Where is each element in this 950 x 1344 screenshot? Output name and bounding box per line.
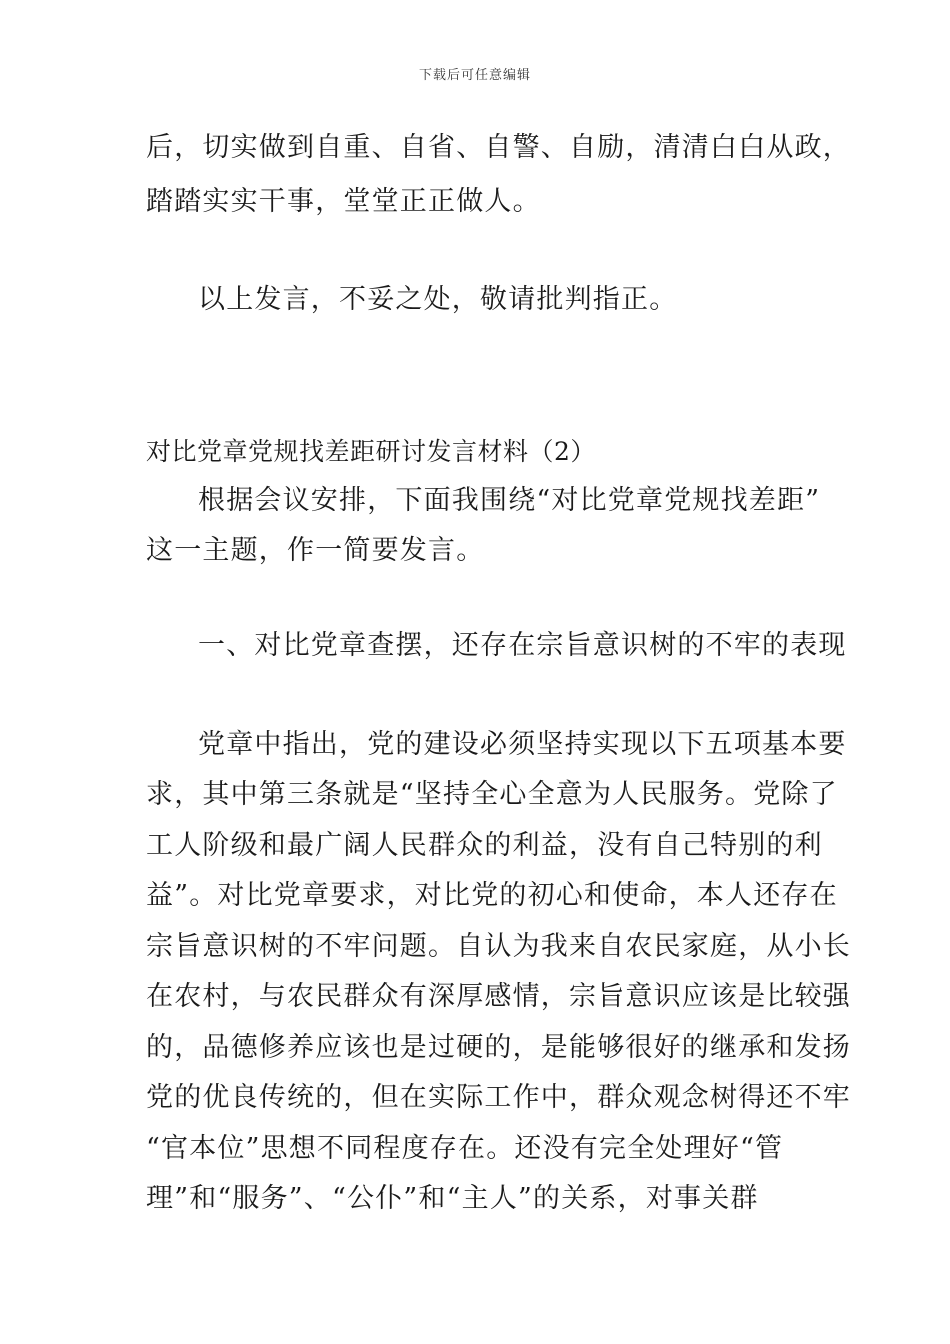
body-line: 踏踏实实干事，堂堂正正做人。 — [146, 186, 541, 217]
body-line: 的，品德修养应该也是过硬的，是能够很好的继承和发扬 — [146, 1032, 851, 1063]
body-line: 这一主题，作一简要发言。 — [146, 535, 485, 566]
body-line: 益”。对比党章要求，对比党的初心和使命，本人还存在 — [146, 880, 838, 911]
page-header: 下载后可任意编辑 — [418, 68, 531, 83]
body-line: 宗旨意识树的不牢问题。自认为我来自农民家庭，从小长 — [146, 931, 851, 962]
body-line: 工人阶级和最广阔人民群众的利益，没有自己特别的利 — [146, 830, 823, 861]
body-line: 党章中指出，党的建设必须坚持实现以下五项基本要 — [198, 729, 847, 760]
body-line: 在农村，与农民群众有深厚感情，宗旨意识应该是比较强 — [146, 981, 851, 1012]
body-line: 后，切实做到自重、自省、自警、自励，清清白白从政， — [146, 132, 851, 163]
section-heading: 一、对比党章查摆，还存在宗旨意识树的不牢的表现 — [198, 630, 847, 661]
body-line: 根据会议安排，下面我围绕“对比党章党规找差距” — [198, 485, 821, 516]
body-line: 理”和“服务”、“公仆”和“主人”的关系，对事关群 — [146, 1183, 759, 1214]
body-line: “官本位”思想不同程度存在。还没有完全处理好“管 — [146, 1133, 784, 1164]
document-title: 对比党章党规找差距研讨发言材料（2） — [146, 437, 596, 466]
body-line: 党的优良传统的，但在实际工作中，群众观念树得还不牢 — [146, 1082, 851, 1113]
body-line: 求，其中第三条就是“坚持全心全意为人民服务。党除了 — [146, 779, 838, 810]
closing-line: 以上发言，不妥之处，敬请批判指正。 — [198, 284, 678, 315]
